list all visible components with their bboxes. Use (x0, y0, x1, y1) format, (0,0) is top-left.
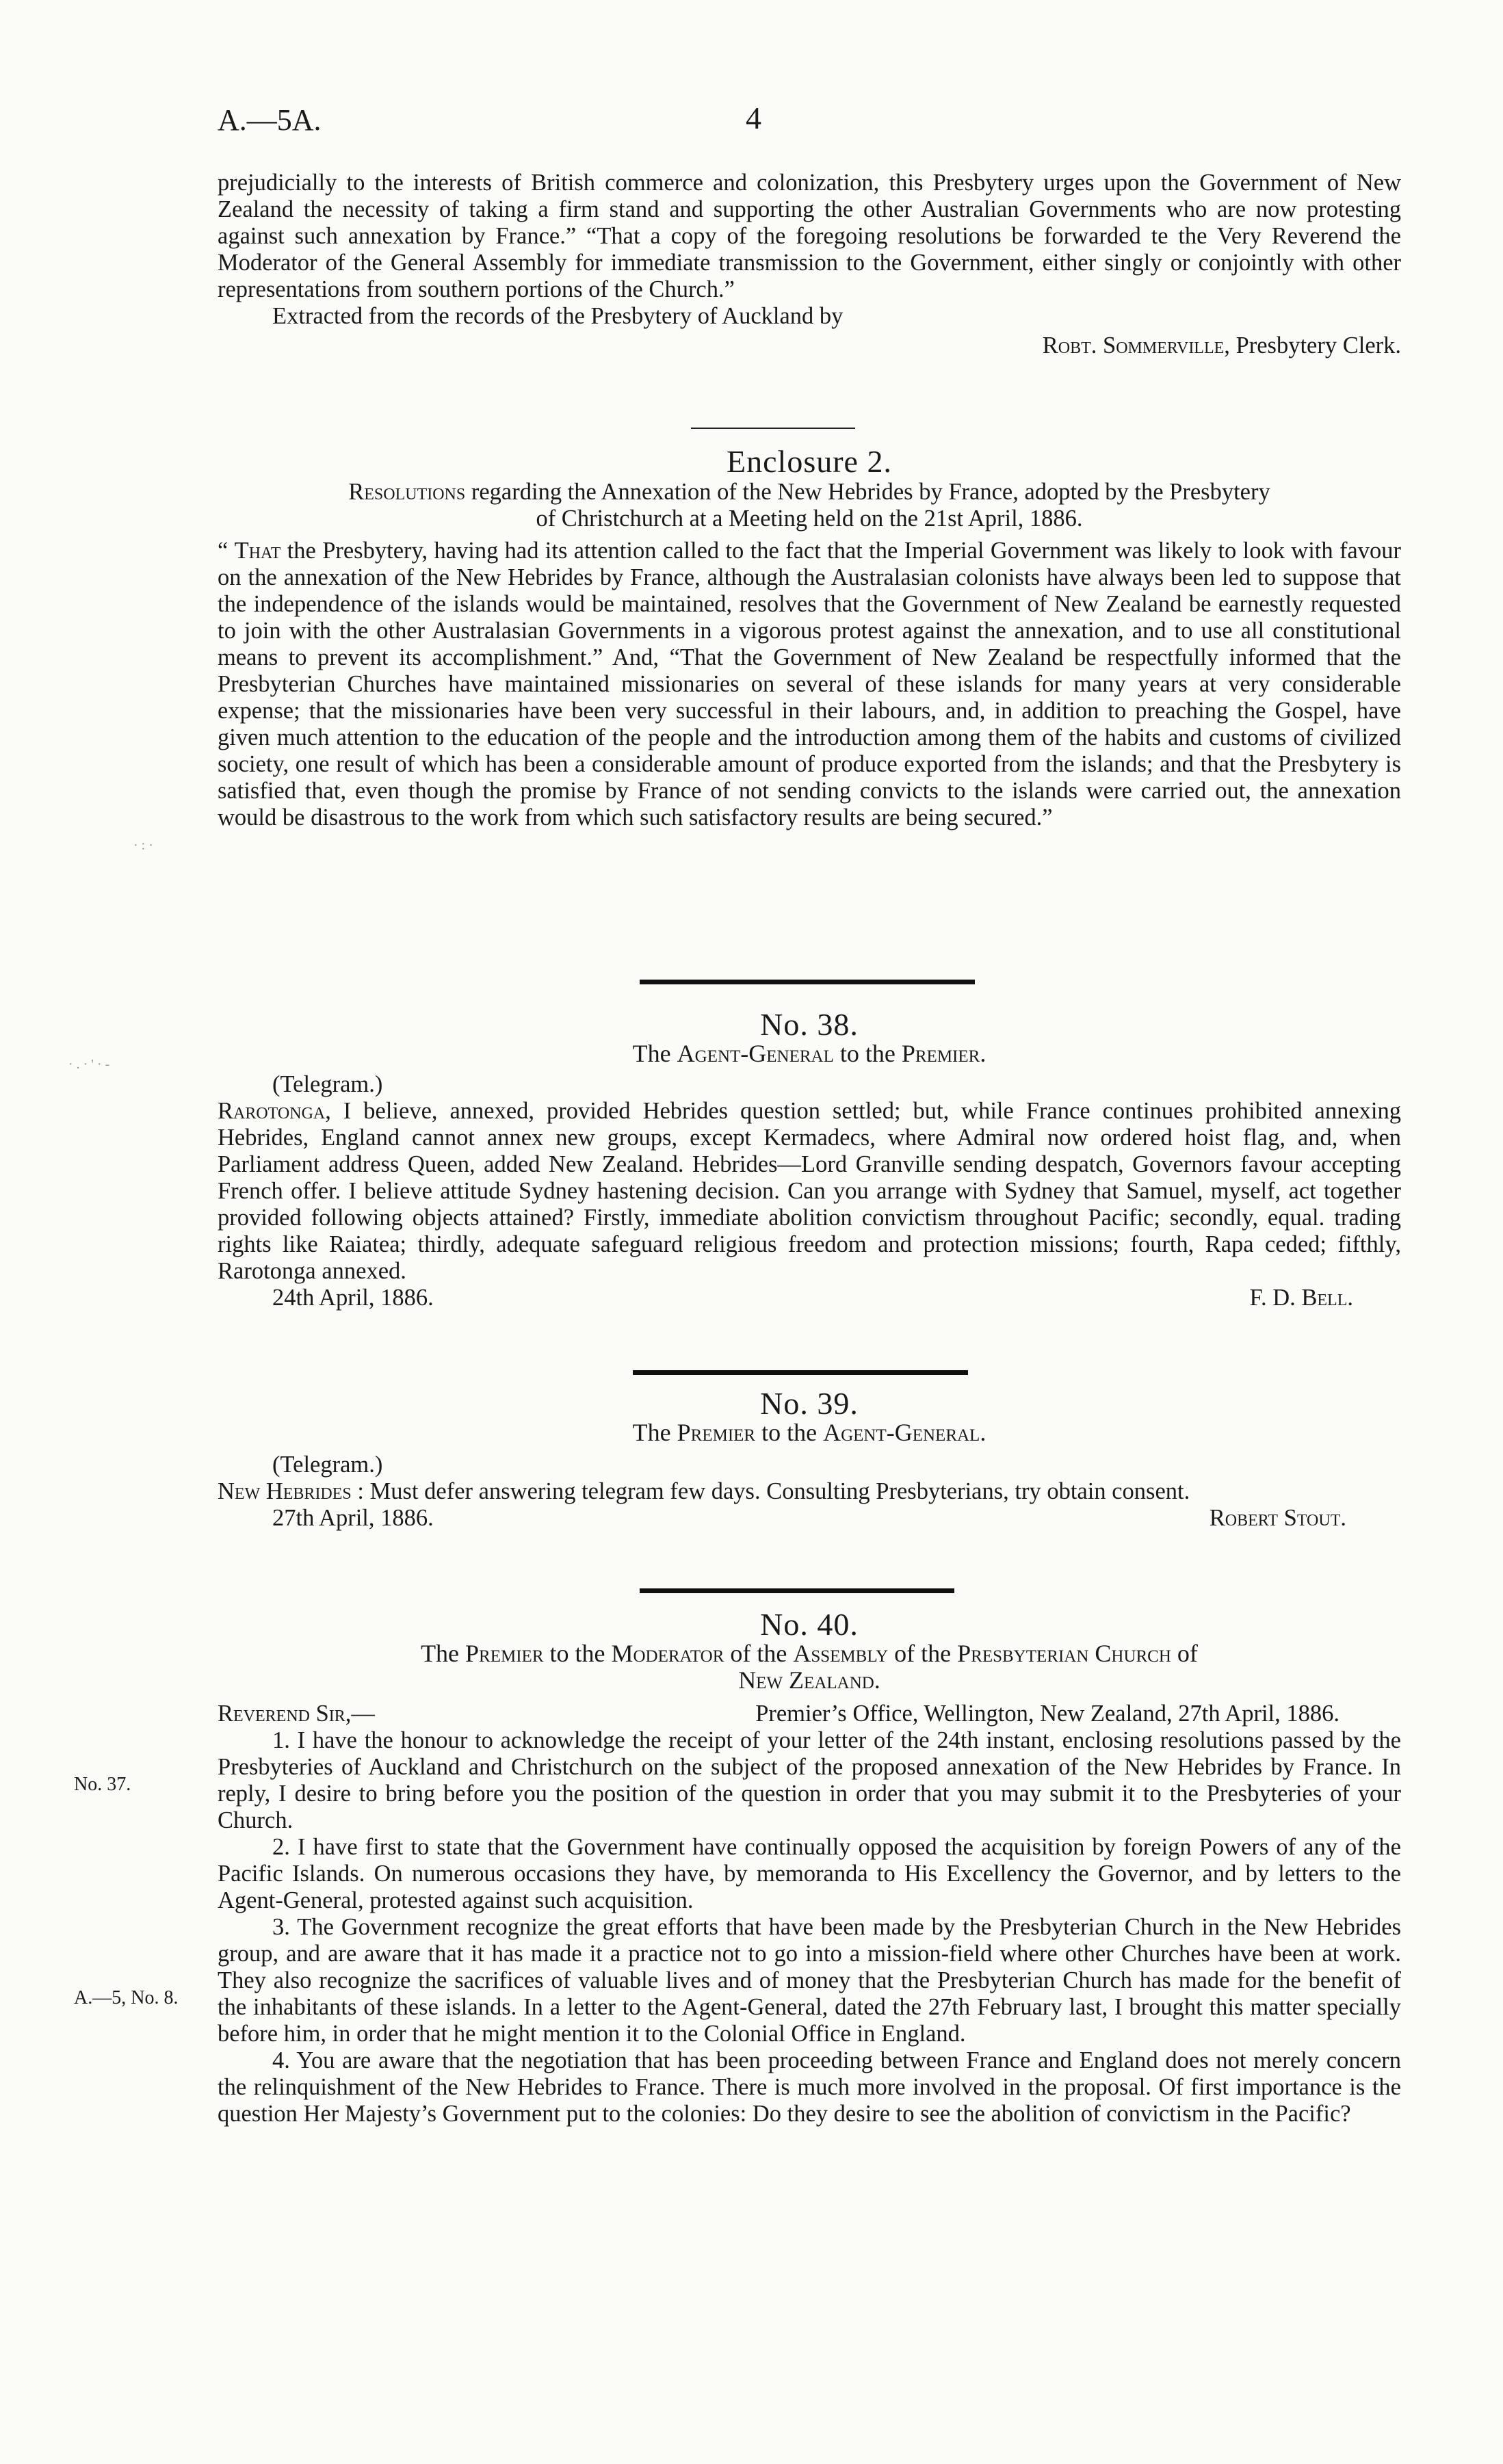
no38-sub-c: to the (839, 1040, 896, 1067)
no38-signature-row (218, 1285, 1401, 1311)
no40-section (218, 1607, 1401, 2127)
no40-paragraph-1: 1. I have the honour to acknowledge the receipt of your letter of the 24th instant, enclosing resolutions passed by the Presbyteries of Auckland and Christchurch on the subject of the proposed annexation of the New Hebrides by France. In reply, I desire to bring before you the position of the question in order that you may submit it to the Presbyteries of your Church. (218, 1727, 1401, 1833)
no40-sub-g: of the (894, 1640, 952, 1667)
no38-sub-b: Agent-General (677, 1040, 834, 1067)
no39-subtitle (218, 1419, 1401, 1446)
enclosure-2-section (218, 444, 1401, 831)
document-reference: A.—5A. (218, 103, 322, 137)
no39-date: 27th April, 1886. (272, 1505, 434, 1531)
no40-sub-i: of (1177, 1640, 1198, 1667)
continued-paragraph: prejudicially to the interests of British commerce and colonization, this Presbytery urges upon the Government of New Zealand the necessity of taking a firm stand and supporting the other Australian Governments who are now protesting against such annexation by France.” “That a copy of the foregoing resolutions be forwarded te the Very Reverend the Moderator of the General Assembly for immediate transmission to the Government, either singly or conjointly with other representations from southern portions of the Church.” (218, 170, 1401, 302)
no40-sub-e: of the (730, 1640, 787, 1667)
no38-text: I believe, annexed, provided Hebrides question settled; but, while France continues prohibited annexing Hebrides, England cannot annex new groups, except Kermadecs, where Admiral now ordered hoist flag, and, when Parliament address Queen, added New Zealand. Hebrides—Lord Granville sending despatch, Governors favour accepting French offer. I believe attitude Sydney hastening decision. Can you arrange with Sydney that Samuel, myself, act together provided following objects attained? Firstly, immediate abolition convictism throughout Pacific; secondly, equal. trading rights like Raiatea; thirdly, adequate safeguard religious freedom and protection missions; fourth, Rapa ceded; fifthly, Rarotonga annexed. (218, 1098, 1401, 1284)
no38-date: 24th April, 1886. (272, 1285, 434, 1311)
no38-telegram-label: (Telegram.) (272, 1071, 383, 1097)
no38-heading: No. 38. (760, 1007, 859, 1042)
no38-sub-a: The (632, 1040, 671, 1067)
no40-sub-f: Assembly (793, 1640, 889, 1667)
no39-heading: No. 39. (760, 1386, 859, 1421)
no40-office-date: Premier’s Office, Wellington, New Zealand, 27th April, 1886. (755, 1701, 1339, 1727)
enclosure-title (218, 479, 1401, 506)
no39-lead: New Hebrides : (218, 1478, 364, 1504)
no38-lead: Rarotonga, (218, 1098, 331, 1124)
no39-telegram-label: (Telegram.) (272, 1452, 383, 1478)
signature-title: Presbytery Clerk. (1236, 332, 1401, 358)
thick-divider (640, 980, 975, 984)
no40-salutation: Reverend Sir,— (218, 1701, 375, 1727)
signature-name: Robt. Sommerville, (1042, 332, 1230, 358)
no38-signature: F. D. Bell. (1249, 1285, 1353, 1311)
page-number: 4 (746, 101, 761, 135)
margin-note-a5-no8: A.—5, No. 8. (74, 1987, 179, 2008)
presbytery-clerk-signature (218, 332, 1401, 359)
no40-sub-d: Moderator (611, 1640, 724, 1667)
no38-section (218, 1007, 1401, 1311)
scan-speck: · : · (133, 838, 153, 853)
no38-sub-d: Premier. (901, 1040, 986, 1067)
no40-salutation-row (218, 1701, 1401, 1727)
no40-paragraph-2: 2. I have first to state that the Government have continually opposed the acquisition by foreign Powers of any of the Pacific Islands. On numerous occasions they have, by memoranda to His Excellency the Governor, and by letters to the Agent-General, protested against such acquisition. (218, 1834, 1401, 1913)
no39-body (218, 1478, 1401, 1505)
no39-sub-d: Agent-General. (823, 1419, 986, 1446)
enclosure-body-text: the Presbytery, having had its attention called to the fact that the Imperial Government was likely to look with favour on the annexation of the New Hebrides by France, although the Australasian colonists have always been led to suppose that the independence of the islands would be maintained, resolves that the Government of New Zealand be earnestly requested to join with the other Australasian Governments in a vigorous protest against the annexation, and to use all constitutional means to prevent its accomplishment.” And, “That the Government of New Zealand be respectfully informed that the Presbyterian Churches have maintained missionaries on several of these islands for many years at very considerable expense; that the missionaries have been very successful in their labours, and, in addition to preaching the Gospel, have given much attention to the education of the people and the introduction among them of the habits and customs of civilized society, one result of which has been a considerable amount of produce exported from the islands; and that the Presbytery is satisfied that, even though the promise by France of not sending convicts to the islands were carried out, the annexation would be disastrous to the work from which such satisfactory results are being secured.” (218, 538, 1401, 830)
enclosure-body-open: “ (218, 538, 235, 564)
no40-subtitle-line2: New Zealand. (738, 1666, 880, 1694)
no38-body (218, 1098, 1401, 1285)
no40-sub-b: Premier (465, 1640, 544, 1667)
no40-subtitle (218, 1640, 1401, 1667)
thick-divider (640, 1588, 954, 1593)
section-divider (691, 428, 855, 429)
no40-sub-a: The (421, 1640, 460, 1667)
no40-paragraph-4: 4. You are aware that the negotiation that has been proceeding between France and England does not merely concern the relinquishment of the New Hebrides to France. There is much more involved in the proposal. Of first importance is the question Her Majesty’s Government put to the colonies: Do they desire to see the abolition of convictism in the Pacific? (218, 2047, 1401, 2127)
enclosure-heading: Enclosure 2. (727, 444, 892, 479)
no40-sub-h: Presbyterian Church (957, 1640, 1171, 1667)
no39-signature: Robert Stout. (1209, 1505, 1346, 1531)
no40-sub-c: to the (549, 1640, 605, 1667)
scan-speck: · . · ' · - (68, 1057, 110, 1072)
no40-paragraph-3: 3. The Government recognize the great efforts that have been made by the Presbyterian Church in the New Hebrides group, and are aware that it has made it a practice not to go into a mission-field where other Churches have been at work. They also recognize the sacrifices of valuable lives and of money that the Presbyterian Church has made for the benefit of the inhabitants of these islands. In a letter to the Agent-General, dated the 27th February last, I brought this matter specially before him, in order that he might mention it to the Colonial Office in England. (218, 1914, 1401, 2047)
enclosure-title-rest: regarding the Annexation of the New Hebrides by France, adopted by the Presbytery (471, 479, 1270, 505)
margin-note-no37: No. 37. (74, 1774, 131, 1795)
no39-sub-c: to the (761, 1419, 818, 1446)
no39-signature-row (218, 1505, 1401, 1532)
no40-heading: No. 40. (760, 1607, 859, 1642)
no39-sub-a: The (632, 1419, 671, 1446)
enclosure-body (218, 538, 1401, 831)
enclosure-title-lead: Resolutions (348, 479, 466, 505)
enclosure-title-line2: of Christchurch at a Meeting held on the 21st April, 1886. (536, 506, 1083, 532)
no39-sub-b: Premier (677, 1419, 756, 1446)
extracted-line: Extracted from the records of the Presbytery of Auckland by (272, 303, 844, 329)
no38-subtitle (218, 1040, 1401, 1067)
no39-section (218, 1386, 1401, 1532)
thick-divider (633, 1370, 968, 1375)
enclosure-body-lead: That (234, 538, 281, 564)
continued-section (218, 170, 1401, 359)
no39-text: Must defer answering telegram few days. Consulting Presbyterians, try obtain consent. (369, 1478, 1190, 1504)
